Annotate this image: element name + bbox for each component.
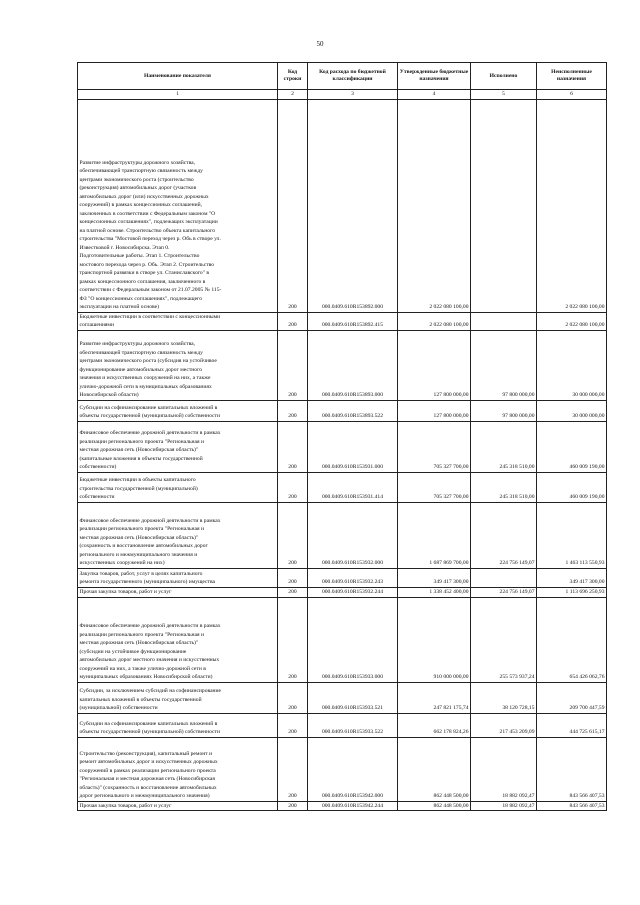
row-name-text: Развитие инфраструктуры дорожного хозяйства, обеспечивающей транспортную связанность между центрами экономического роста (строительство (реконструкция) автомобильных дорог (участков автомобильных дорог (или) искусственных дорожных сооружений) в рамках концессионных соглашений, заключенных в соответствии с Федеральным законом "О концессионных соглашениях", подлежащих эксплуатации на платной основе. Строительство объекта капитального строительства "Мостовой переход через р. Обь в створе ул. Известковой г. Новосибирска. Этап 0. Подготовительные работы. Этап 1. Строительство мостового перехода через р. Обь. Этап 2. Строительство транспортной развязки в створе ул. Станиславского" в рамках концессионного соглашения, заключенного в соответствии с Федеральным законом от 21.07.2005 № 115- ФЗ "О концессионных соглашениях", подлежащего эксплуатации на платной основе): [79, 159, 222, 310]
header-row: [78, 63, 607, 90]
row-name: [78, 421, 278, 472]
row-classification: 000.0409.610R153942.000: [308, 737, 398, 801]
row-name-text: Субсидии, за исключением субсидий на софинансирование капитальных вложений в объекты государственной (муниципальной) собственности: [79, 688, 222, 711]
row-approved: 705 327 700,00: [398, 421, 471, 472]
row-executed: 224 756 149,07: [471, 502, 537, 568]
row-code: 200: [278, 737, 308, 801]
row-approved: 2 022 080 100,00: [398, 312, 471, 330]
row-executed: 255 573 937,24: [471, 597, 537, 682]
row-classification: 000.0409.610R153932.000: [308, 502, 398, 568]
row-approved: 127 800 000,00: [398, 330, 471, 400]
row-name: [78, 502, 278, 568]
row-approved: 1 338 452 400,00: [398, 587, 471, 597]
row-executed: 217 453 209,09: [471, 713, 537, 737]
row-code: 200: [278, 801, 308, 811]
row-code: 200: [278, 713, 308, 737]
table-row: [78, 400, 607, 421]
table-row: [78, 682, 607, 713]
row-unexecuted: 349 417 300,00: [537, 568, 607, 587]
column-number: 1: [78, 90, 278, 100]
row-code: 200: [278, 312, 308, 330]
row-classification: 000.0409.610R153893.522: [308, 400, 398, 421]
row-unexecuted: 2 022 080 100,00: [537, 99, 607, 312]
budget-execution-table: [77, 62, 607, 811]
row-unexecuted: 30 000 000,00: [537, 400, 607, 421]
table-row: [78, 312, 607, 330]
row-code: 200: [278, 400, 308, 421]
header-unexecuted: Неисполненные назначения: [537, 63, 607, 90]
row-executed: 97 800 000,00: [471, 330, 537, 400]
row-name: [78, 472, 278, 502]
row-name: [78, 737, 278, 801]
row-approved: 662 178 824,26: [398, 713, 471, 737]
row-name: [78, 568, 278, 587]
row-unexecuted: 1 113 696 250,93: [537, 587, 607, 597]
row-name-text: Финансовое обеспечение дорожной деятельности в рамках реализации регионального проекта "Региональная и местная дорожная сеть (Новосибирская область)" (субсидии на устойчивое функционирование автомобильных дорог местного значения и искусственных сооружений на них, а также улично-дорожной сети в муниципальных образованиях Новосибирской области): [79, 623, 221, 680]
header-name: Наименование показателя: [78, 63, 278, 90]
row-classification: 000.0409.610R153932.244: [308, 587, 398, 597]
row-approved: 862 448 500,00: [398, 737, 471, 801]
row-unexecuted: 460 009 190,00: [537, 421, 607, 472]
table-row: [78, 801, 607, 811]
row-classification: 000.0409.610R153892.000: [308, 99, 398, 312]
row-code: 200: [278, 472, 308, 502]
row-unexecuted: 209 700 447,59: [537, 682, 607, 713]
row-name-text: Закупка товаров, работ, услуг в целях капитального ремонта государственного (муниципального) имущества: [79, 570, 216, 585]
row-unexecuted: 460 009 190,00: [537, 472, 607, 502]
row-approved: 705 327 700,00: [398, 472, 471, 502]
row-approved: 2 022 080 100,00: [398, 99, 471, 312]
table-row: [78, 587, 607, 597]
row-classification: 000.0409.610R153892.415: [308, 312, 398, 330]
row-name-text: Прочая закупка товаров, работ и услуг: [79, 589, 172, 595]
table-row: [78, 713, 607, 737]
row-classification: 000.0409.610R153942.244: [308, 801, 398, 811]
row-executed: [471, 568, 537, 587]
row-classification: 000.0409.610R153893.000: [308, 330, 398, 400]
row-classification: 000.0409.610R153931.414: [308, 472, 398, 502]
row-name-text: Строительство (реконструкция), капитальный ремонт и ремонт автомобильных дорог и искусственных дорожных сооружений в рамках реализации регионального проекта "Региональная и местная дорожная сеть (Новосибирская область)" (сохранность и восстановление автомобильных дорог регионального и межмуниципального значения): [79, 750, 218, 799]
row-executed: 18 882 092,47: [471, 801, 537, 811]
row-name: [78, 99, 278, 312]
row-classification: 000.0409.610R153933.000: [308, 597, 398, 682]
table-row: [78, 472, 607, 502]
row-classification: 000.0409.610R153932.243: [308, 568, 398, 587]
row-approved: 862 448 500,00: [398, 801, 471, 811]
table-row: [78, 330, 607, 400]
row-unexecuted: 2 022 080 100,00: [537, 312, 607, 330]
row-code: 200: [278, 330, 308, 400]
row-code: 200: [278, 682, 308, 713]
table-row: [78, 421, 607, 472]
column-number: 4: [398, 90, 471, 100]
row-executed: 245 318 510,00: [471, 472, 537, 502]
row-name: [78, 587, 278, 597]
row-name: [78, 330, 278, 400]
row-code: 200: [278, 502, 308, 568]
header-executed: Исполнено: [471, 63, 537, 90]
row-executed: 245 318 510,00: [471, 421, 537, 472]
table-row: [78, 502, 607, 568]
row-unexecuted: 1 463 113 550,93: [537, 502, 607, 568]
header-classification: Код расхода по бюджетной классификации: [308, 63, 398, 90]
row-executed: [471, 312, 537, 330]
row-name-text: Субсидии на софинансирование капитальных вложений в объекты государственной (муниципальной) собственности: [79, 404, 220, 419]
column-number-row: [78, 90, 607, 100]
row-code: 200: [278, 568, 308, 587]
row-approved: 127 800 000,00: [398, 400, 471, 421]
row-classification: 000.0409.610R153931.000: [308, 421, 398, 472]
row-code: 200: [278, 587, 308, 597]
row-name-text: Субсидии на софинансирование капитальных вложений в объекты государственной (муниципальной) собственности: [79, 720, 220, 735]
row-code: 200: [278, 421, 308, 472]
row-name: [78, 312, 278, 330]
row-name-text: Финансовое обеспечение дорожной деятельности в рамках реализации регионального проекта "Региональная и местная дорожная сеть (Новосибирская область)" (сохранность и восстановление автомобильных дорог регионального и межмуниципального значения и искусственных сооружений на них): [79, 517, 221, 566]
row-unexecuted: 843 566 407,53: [537, 737, 607, 801]
row-unexecuted: 654 426 062,76: [537, 597, 607, 682]
row-name: [78, 713, 278, 737]
row-executed: 38 120 728,15: [471, 682, 537, 713]
row-executed: 224 756 149,07: [471, 587, 537, 597]
row-approved: 247 821 175,74: [398, 682, 471, 713]
header-approved: Утвержденные бюджетные назначения: [398, 63, 471, 90]
row-name-text: Бюджетные инвестиции в соответствии с концессионными соглашениями: [79, 313, 221, 328]
row-approved: 1 687 869 700,00: [398, 502, 471, 568]
row-name-text: Финансовое обеспечение дорожной деятельности в рамках реализации регионального проекта "Региональная и местная дорожная сеть (Новосибирская область)" (капитальные вложения в объекты государственной собственности): [79, 430, 221, 470]
row-classification: 000.0409.610R153933.522: [308, 713, 398, 737]
row-executed: [471, 99, 537, 312]
column-number: 3: [308, 90, 398, 100]
row-name: [78, 682, 278, 713]
table-row: [78, 99, 607, 312]
row-approved: 910 000 000,00: [398, 597, 471, 682]
row-code: 200: [278, 99, 308, 312]
column-number: 5: [471, 90, 537, 100]
row-unexecuted: 843 566 407,53: [537, 801, 607, 811]
row-unexecuted: 30 000 000,00: [537, 330, 607, 400]
page-number: 50: [316, 40, 324, 48]
row-unexecuted: 444 725 615,17: [537, 713, 607, 737]
row-executed: 18 882 092,47: [471, 737, 537, 801]
column-number: 6: [537, 90, 607, 100]
row-name-text: Прочая закупка товаров, работ и услуг: [79, 802, 172, 809]
header-code: Код строки: [278, 63, 308, 90]
table-row: [78, 597, 607, 682]
table-row: [78, 568, 607, 587]
row-name-text: Развитие инфраструктуры дорожного хозяйства, обеспечивающей транспортную связанность между центрами экономического роста (субсидия на устойчивое функционирование автомобильных дорог местного значения и искусственных сооружений на них, а также улично-дорожной сети в муниципальных образованиях Новосибирской области): [79, 341, 217, 398]
column-number: 2: [278, 90, 308, 100]
row-name: [78, 400, 278, 421]
row-name: [78, 597, 278, 682]
row-code: 200: [278, 597, 308, 682]
table-row: [78, 737, 607, 801]
row-classification: 000.0409.610R153933.521: [308, 682, 398, 713]
row-name: [78, 801, 278, 811]
row-approved: 349 417 300,00: [398, 568, 471, 587]
row-name-text: Бюджетные инвестиции в объекты капитального строительства государственной (муниципальной) собственности: [79, 477, 198, 500]
row-executed: 97 800 000,00: [471, 400, 537, 421]
